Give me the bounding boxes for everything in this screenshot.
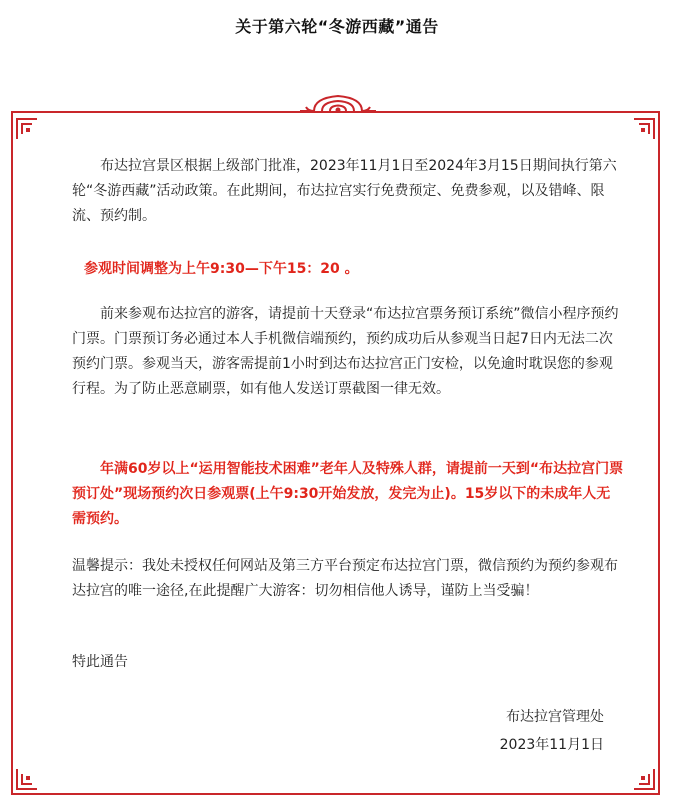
issuer-name: 布达拉宫管理处 [506, 709, 604, 725]
corner-ornament-icon [632, 117, 656, 141]
paragraph-visit-hours: 参观时间调整为上午9:30—下午15：20 。 [84, 261, 359, 277]
corner-ornament-icon [15, 767, 39, 791]
page-title: 关于第六轮“冬游西藏”通告 [235, 17, 439, 36]
paragraph-warm-tips: 温馨提示：我处未授权任何网站及第三方平台预定布达拉宫门票，微信预约为预约参观布达拉宫的唯一途径,在此提醒广大游客：切勿相信他人诱导，谨防上当受骗！ [72, 558, 618, 599]
corner-ornament-icon [15, 117, 39, 141]
issue-date: 2023年11月1日 [499, 737, 604, 753]
cloud-ornament-icon [300, 90, 376, 120]
paragraph-elderly-notice: 年满60岁以上“运用智能技术困难”老年人及特殊人群，请提前一天到“布达拉宫门票预订处”现场预约次日参观票(上午9:30开始发放，发完为止)。15岁以下的未成年人无需预约。 [72, 461, 624, 527]
paragraph-policy: 布达拉宫景区根据上级部门批准，2023年11月1日至2024年3月15日期间执行第六轮“冬游西藏”活动政策。在此期间，布达拉宫实行免费预定、免费参观，以及错峰、限流、预约制。 [72, 158, 617, 224]
paragraph-closing: 特此通告 [72, 654, 128, 670]
paragraph-booking-instructions: 前来参观布达拉宫的游客，请提前十天登录“布达拉宫票务预订系统”微信小程序预约门票。门票预订务必通过本人手机微信端预约，预约成功后从参观当日起7日内无法二次预约门票。参观当天，游客需提前1小时到达布达拉宫正门安检，以免逾时耽误您的参观行程。为了防止恶意刷票，如有他人发送订票截图一律无效。 [72, 306, 619, 397]
corner-ornament-icon [632, 767, 656, 791]
